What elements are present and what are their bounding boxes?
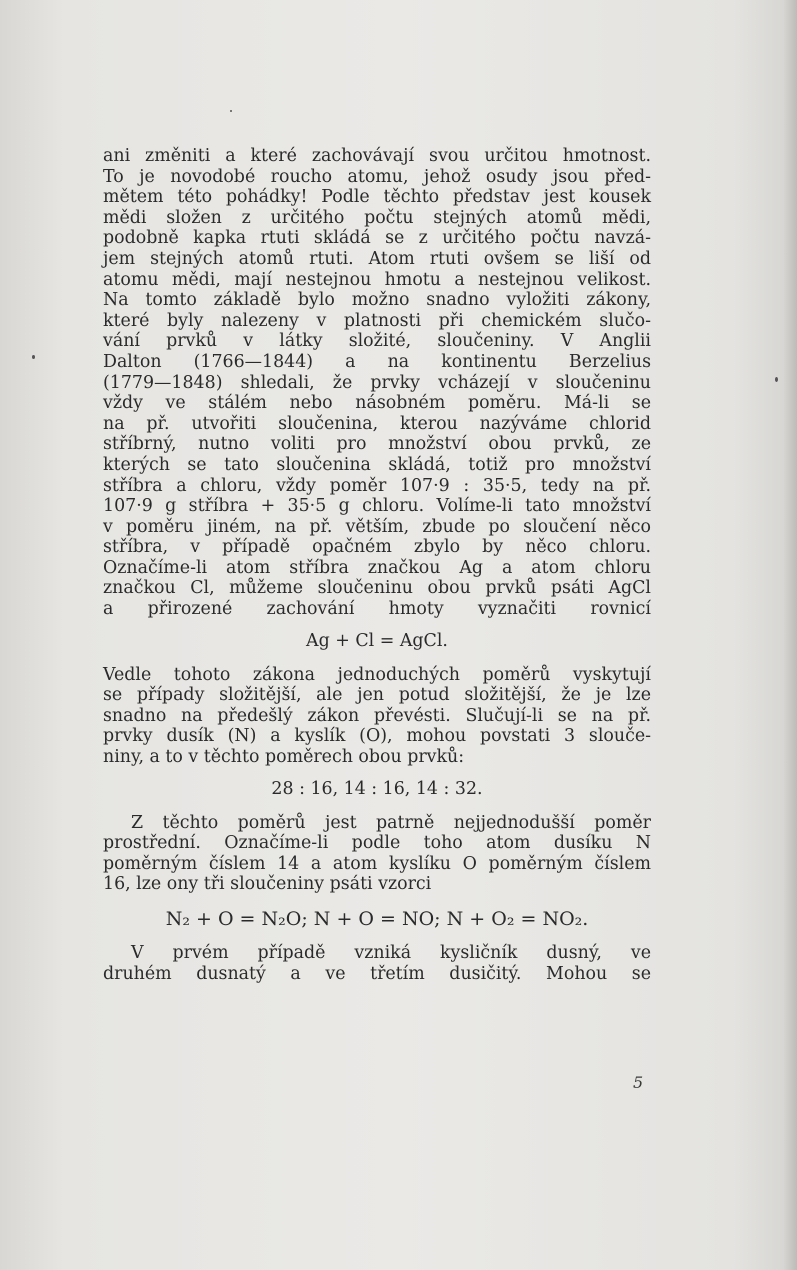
- text-line: které byly nalezeny v platnosti při chemickém slučo-: [103, 310, 651, 331]
- page-number: 5: [633, 1073, 644, 1092]
- page-edge-shadow: [783, 0, 797, 1270]
- text-line: snadno na předešlý zákon převésti. Slučují-li se na př.: [103, 705, 651, 726]
- text-line: se případy složitější, ale jen potud složitější, že je lze: [103, 685, 651, 706]
- paper-speck: [775, 377, 778, 382]
- text-line: kterých se tato sloučenina skládá, totiž pro množství: [103, 454, 651, 475]
- text-line: Dalton (1766—1844) a na kontinentu Berzelius: [103, 351, 651, 372]
- text-line: mětem této pohádky! Podle těchto představ jest kousek: [103, 187, 651, 208]
- text-line: Na tomto základě bylo možno snadno vyložiti zákony,: [103, 290, 651, 311]
- text-line: prvky dusík (N) a kyslík (O), mohou povstati 3 slouče-: [103, 726, 651, 747]
- paper-speck: [32, 355, 35, 359]
- text-line: 16, lze ony tři sloučeniny psáti vzorci: [103, 874, 432, 895]
- text-line: podobně kapka rtuti skládá se z určitého počtu navzá-: [103, 228, 651, 249]
- text-line: V prvém případě vzniká kysličník dusný, ve: [131, 943, 651, 963]
- text-line: vání prvků v látky složité, sloučeniny. V Anglii: [103, 331, 651, 352]
- text-line: atomu mědi, mají nestejnou hmotu a nestejnou velikost.: [103, 269, 651, 290]
- equation-ratios: 28 : 16, 14 : 16, 14 : 32.: [271, 778, 483, 799]
- text-line: značkou Cl, můžeme sloučeninu obou prvků psáti AgCl: [103, 578, 651, 599]
- text-line: a přirozené zachování hmoty vyznačiti rovnicí: [103, 599, 651, 620]
- text-line: Z těchto poměrů jest patrně nejjednodušší poměr: [131, 812, 651, 833]
- paper-speck: [230, 110, 232, 112]
- page-text: [103, 146, 651, 984]
- text-line: stříbrný, nutno voliti pro množství obou prvků, ze: [103, 434, 651, 455]
- text-line: Vedle tohoto zákona jednoduchých poměrů vyskytují: [103, 664, 651, 685]
- text-line: v poměru jiném, na př. větším, zbude po sloučení něco: [103, 516, 651, 537]
- text-line: mědi složen z určitého počtu stejných atomů mědi,: [103, 207, 651, 228]
- text-line: prostřední. Označíme-li podle toho atom dusíku N: [103, 833, 651, 854]
- text-line: To je novodobé roucho atomu, jehož osudy jsou před-: [103, 166, 651, 187]
- paragraph-3: [103, 813, 651, 895]
- text-line: ani změniti a které zachovávají svou určitou hmotnost.: [103, 146, 651, 166]
- text-line: Označíme-li atom stříbra značkou Ag a atom chloru: [103, 557, 651, 578]
- text-line: stříbra, v případě opačném zbylo by něco chloru.: [103, 537, 651, 558]
- text-line: druhém dusnatý a ve třetím dusičitý. Mohou se: [103, 963, 651, 984]
- text-line: niny, a to v těchto poměrech obou prvků:: [103, 747, 465, 768]
- text-line: jem stejných atomů rtuti. Atom rtuti ovšem se liší od: [103, 248, 651, 269]
- paragraph-2: [103, 665, 651, 768]
- text-line: vždy ve stálém nebo násobném poměru. Má-li se: [103, 393, 651, 414]
- text-line: (1779—1848) shledali, že prvky vcházejí v sloučeninu: [103, 372, 651, 393]
- text-line: 107·9 g stříbra + 35·5 g chloru. Volíme-li tato množství: [103, 496, 651, 517]
- text-line: na př. utvořiti sloučenina, kterou nazýváme chlorid: [103, 413, 651, 434]
- equation-nitrogen-oxides: N₂ + O = N₂O; N + O = NO; N + O₂ = NO₂.: [165, 908, 589, 930]
- paragraph-1: [103, 146, 651, 620]
- paragraph-4: [103, 943, 651, 984]
- text-line: poměrným číslem 14 a atom kyslíku O poměrným číslem: [103, 853, 651, 874]
- text-line: stříbra a chloru, vždy poměr 107·9 : 35·5, tedy na př.: [103, 475, 651, 496]
- equation-silver-chloride: Ag + Cl = AgCl.: [306, 630, 448, 651]
